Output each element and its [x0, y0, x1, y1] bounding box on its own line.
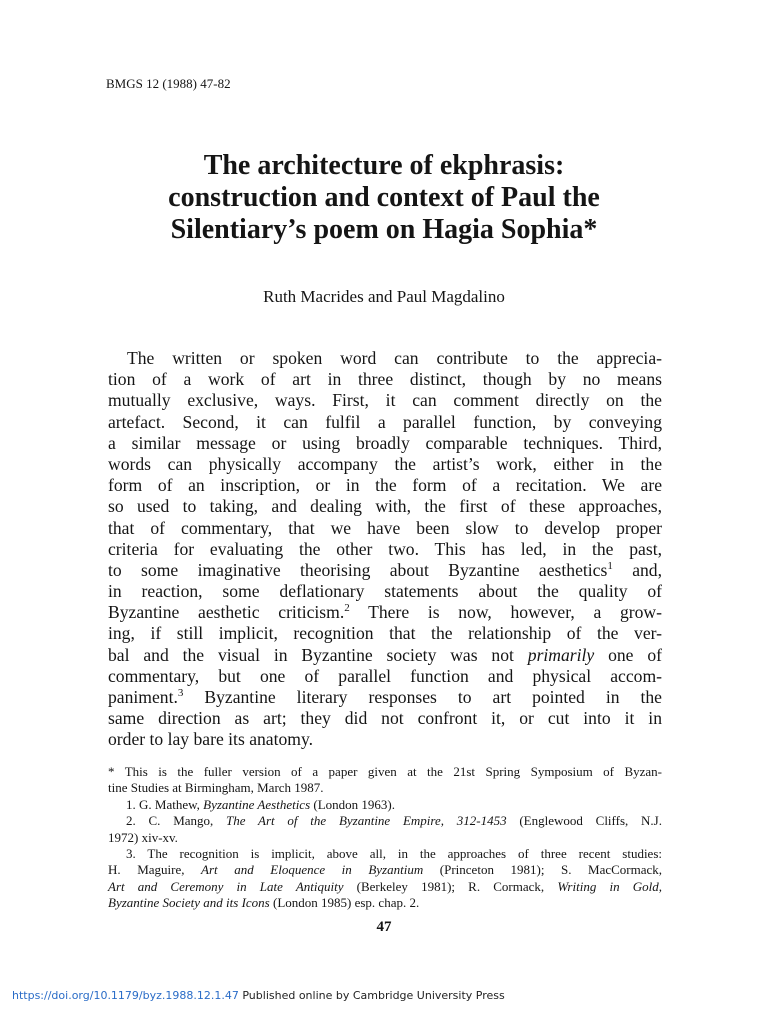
title-line: Silentiary’s poem on Hagia Sophia*: [170, 214, 598, 245]
body-line: same direction as art; they did not confront it, or cut into it in: [108, 708, 662, 729]
footnote-title: Art and Ceremony in Late Antiquity: [108, 878, 344, 894]
body-line: [108, 602, 662, 623]
footnote-title: Writing in Gold,: [557, 878, 662, 894]
footnote-text: 2. C. Mango,: [126, 813, 227, 829]
footnote-ref-1[interactable]: 1: [607, 560, 613, 573]
body-line: so used to taking, and dealing with, the first of these approaches,: [108, 496, 662, 517]
article-title: [70, 150, 698, 246]
body-line: words can physically accompany the artist’s work, either in the: [108, 453, 662, 474]
body-line: tion of a work of art in three distinct, though by no means: [108, 369, 662, 390]
body-paragraph: [108, 348, 662, 751]
body-text-segment: one of: [594, 644, 662, 665]
footnote-title: Byzantine Society and its Icons: [108, 895, 270, 911]
footnote-text: (Berkeley 1981); R. Cormack,: [343, 878, 558, 894]
page-number: 47: [376, 919, 392, 935]
body-line: commentary, but one of parallel function and physical accom-: [108, 665, 662, 686]
footnote-text: (London 1985) esp. chap. 2.: [269, 895, 420, 911]
body-line: The written or spoken word can contribute to the apprecia-: [127, 348, 662, 368]
footnote-title: Art and Eloquence in Byzantium: [201, 862, 424, 878]
footnote-text: (Princeton 1981); S. MacCormack,: [423, 862, 663, 878]
body-text-segment: paniment.: [108, 687, 178, 707]
footnote-star-line: tine Studies at Birmingham, March 1987.: [108, 780, 324, 796]
title-line: construction and context of Paul the: [168, 182, 600, 213]
body-text-segment: and,: [612, 559, 662, 580]
footer-citation: [12, 989, 505, 1002]
published-online-text: Published online by Cambridge University Press: [238, 989, 505, 1002]
body-line: artefact. Second, it can fulfil a parallel function, by conveying: [108, 411, 662, 432]
footnote-text: H. Maguire,: [108, 862, 202, 878]
emphasis-primarily: primarily: [527, 644, 595, 665]
footnote-title: The Art of the Byzantine Empire, 312-1453: [226, 813, 507, 829]
footnote-1: [108, 797, 662, 813]
article-authors: Ruth Macrides and Paul Magdalino: [263, 287, 505, 306]
body-text-segment: to some imaginative theorising about Byzantine aesthetics: [108, 559, 608, 580]
footnote-3-cont: [108, 895, 662, 911]
journal-reference: BMGS 12 (1988) 47-82: [106, 76, 231, 91]
body-text-segment: Byzantine aesthetic criticism.: [108, 602, 345, 623]
doi-link[interactable]: https://doi.org/10.1179/byz.1988.12.1.47: [12, 989, 239, 1002]
footnote-title: Byzantine Aesthetics: [203, 796, 311, 812]
footnote-3-cont: [108, 879, 662, 895]
footnote-text: (Englewood Cliffs, N.J.: [506, 813, 662, 829]
footnote-3-cont: [108, 862, 662, 878]
body-text-segment: Byzantine literary responses to art pointed in the: [183, 687, 662, 707]
body-line: criteria for evaluating the other two. This has led, in the past,: [108, 538, 662, 559]
body-text-segment: There is now, however, a grow-: [349, 602, 662, 623]
body-line: that of commentary, that we have been slow to develop proper: [108, 517, 662, 538]
body-line: ing, if still implicit, recognition that the relationship of the ver-: [108, 623, 662, 644]
footnote-star-line: * This is the fuller version of a paper given at the 21st Spring Symposium of Byzan-: [108, 764, 662, 779]
body-line: order to lay bare its anatomy.: [108, 729, 314, 750]
footnote-ref-2[interactable]: 2: [344, 602, 350, 615]
footnote-text: 1. G. Mathew,: [126, 796, 204, 812]
body-line: form of an inscription, or in the form of a recitation. We are: [108, 475, 662, 496]
body-line: [108, 560, 662, 581]
body-line: a similar message or using broadly comparable techniques. Third,: [108, 432, 662, 453]
body-line: [108, 645, 662, 666]
footnote-text: (London 1963).: [310, 796, 395, 812]
footnote-3: 3. The recognition is implicit, above all, in the approaches of three recent studies:: [126, 845, 662, 861]
body-line: in reaction, some deflationary statements about the quality of: [108, 581, 662, 602]
body-line: [108, 687, 662, 708]
footnote-2-cont: 1972) xiv-xv.: [108, 829, 178, 845]
footnotes: [108, 764, 662, 912]
footnote-ref-3[interactable]: 3: [177, 687, 184, 700]
body-text-segment: bal and the visual in Byzantine society was not: [108, 644, 528, 665]
footnote-2: [108, 813, 662, 829]
title-line: The architecture of ekphrasis:: [203, 150, 565, 181]
body-line: mutually exclusive, ways. First, it can comment directly on the: [108, 390, 662, 411]
